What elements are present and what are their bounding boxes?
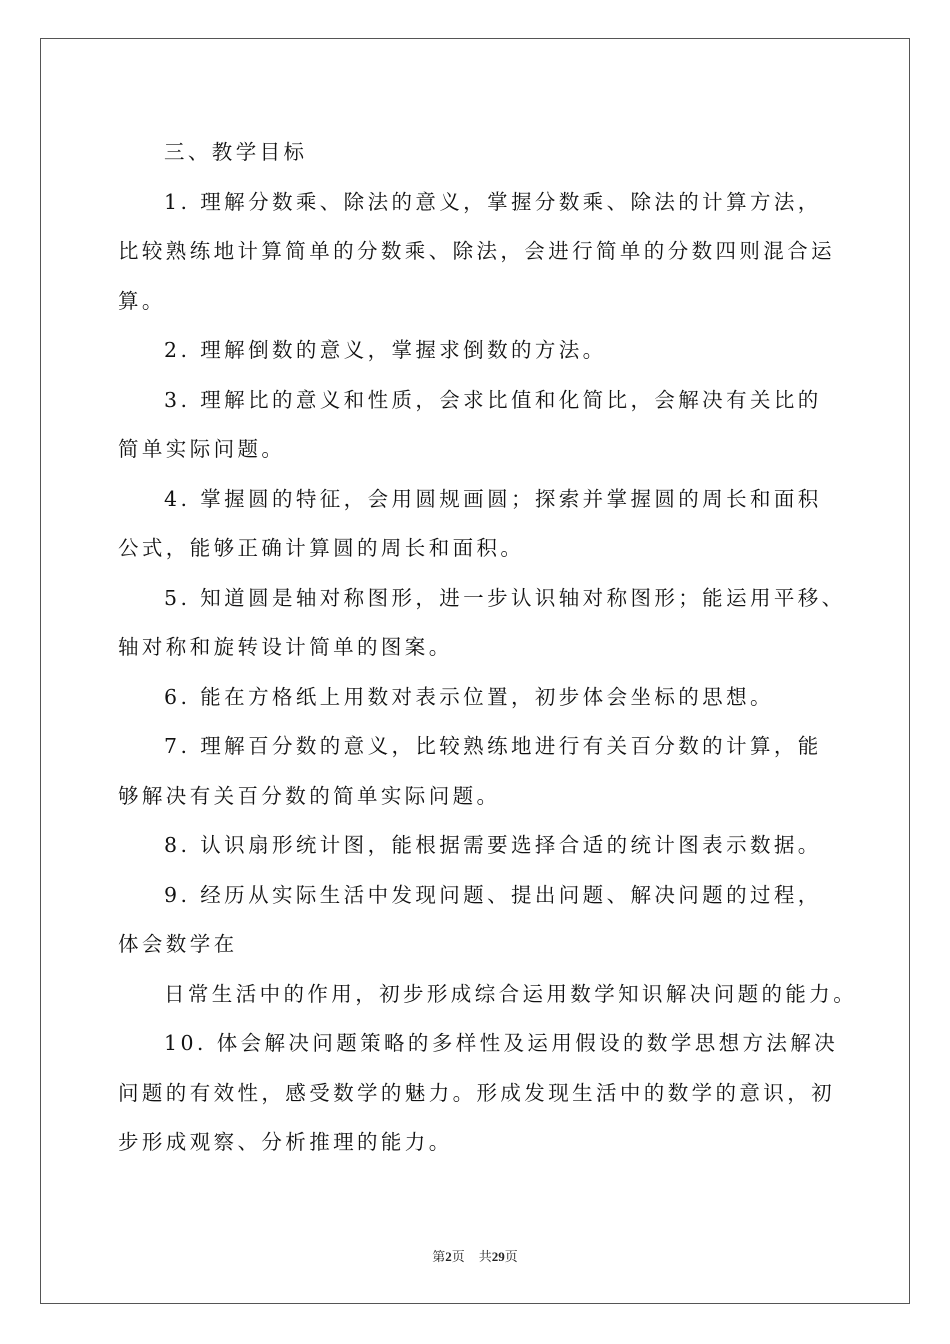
paragraph-line: 9. 经历从实际生活中发现问题、提出问题、解决问题的过程， <box>164 882 822 907</box>
paragraph-line: 6. 能在方格纸上用数对表示位置，初步体会坐标的思想。 <box>164 684 774 709</box>
paragraph-line: 7. 理解百分数的意义，比较熟练地进行有关百分数的计算，能 <box>164 734 822 758</box>
paragraph-line: 日常生活中的作用，初步形成综合运用数学知识解决问题的能力。 <box>164 981 858 1006</box>
paragraph-line: 够解决有关百分数的简单实际问题。 <box>118 783 501 808</box>
document-body <box>118 128 858 1168</box>
paragraph-line: 轴对称和旋转设计简单的图案。 <box>118 635 453 659</box>
page-prefix: 第 <box>432 1249 446 1264</box>
paragraph-line: 1. 理解分数乘、除法的意义，掌握分数乘、除法的计算方法， <box>164 189 822 214</box>
paragraph-line: 比较熟练地计算简单的分数乘、除法，会进行简单的分数四则混合运 <box>118 239 835 263</box>
objective-item-3 <box>118 376 838 475</box>
objective-item-8 <box>118 821 838 871</box>
page-footer <box>0 1246 950 1265</box>
paragraph-line: 问题的有效性，感受数学的魅力。形成发现生活中的数学的意识，初 <box>118 1080 835 1105</box>
total-prefix: 共 <box>478 1249 492 1264</box>
paragraph-line: 公式，能够正确计算圆的周长和面积。 <box>118 536 525 560</box>
section-heading: 三、教学目标 <box>164 140 308 164</box>
objective-item-9 <box>118 871 838 970</box>
paragraph-line: 8. 认识扇形统计图，能根据需要选择合适的统计图表示数据。 <box>164 833 822 857</box>
paragraph-line: 3. 理解比的意义和性质，会求比值和化简比，会解决有关比的 <box>164 387 822 412</box>
objective-item-1 <box>118 178 838 327</box>
total-suffix: 页 <box>504 1249 518 1264</box>
paragraph-line: 算。 <box>118 288 166 313</box>
objective-item-2 <box>118 326 838 376</box>
objective-item-10 <box>118 1019 838 1168</box>
paragraph-line: 10. 体会解决问题策略的多样性及运用假设的数学思想方法解决 <box>164 1031 839 1055</box>
total-pages: 29 <box>491 1249 505 1264</box>
paragraph-line: 5. 知道圆是轴对称图形，进一步认识轴对称图形；能运用平移、 <box>164 585 846 610</box>
objective-item-5 <box>118 574 846 673</box>
page-suffix: 页 <box>451 1249 465 1264</box>
objective-item-9-continued <box>118 970 858 1020</box>
page-number: 2 <box>445 1249 452 1264</box>
paragraph-line: 简单实际问题。 <box>118 437 286 461</box>
paragraph-line: 4. 掌握圆的特征，会用圆规画圆；探索并掌握圆的周长和面积 <box>164 486 822 511</box>
paragraph-line: 2. 理解倒数的意义，掌握求倒数的方法。 <box>164 338 607 362</box>
objective-item-4 <box>118 475 838 574</box>
paragraph-line: 体会数学在 <box>118 932 238 956</box>
objective-item-6 <box>118 673 838 723</box>
paragraph-line: 步形成观察、分析推理的能力。 <box>118 1130 453 1154</box>
objective-item-7 <box>118 722 838 821</box>
